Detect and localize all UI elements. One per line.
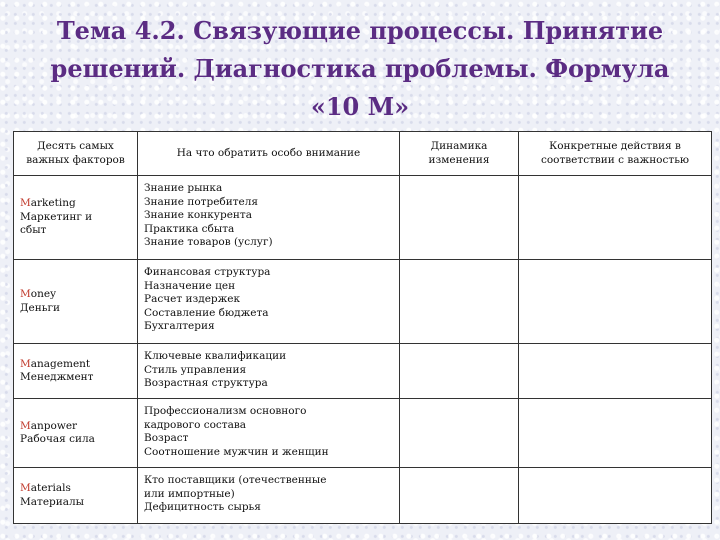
dynamics-cell <box>400 260 519 344</box>
factor-initial: M <box>20 288 31 300</box>
attention-cell: Ключевые квалификации Стиль управления Возрастная структура <box>138 344 400 399</box>
table-header-row <box>14 132 712 176</box>
table-row <box>14 260 712 344</box>
title-line-3: «10 М» <box>310 92 410 121</box>
dynamics-cell <box>400 344 519 399</box>
header-attention: На что обратить особо внимание <box>138 132 400 176</box>
actions-cell <box>519 468 712 524</box>
factor-russian: Рабочая сила <box>20 433 95 445</box>
factor-russian: Деньги <box>20 301 60 314</box>
actions-cell <box>519 399 712 468</box>
attention-cell: Финансовая структура Назначение цен Расчет издержек Составление бюджета Бухгалтерия <box>138 260 400 344</box>
factor-cell <box>14 399 138 468</box>
title-line-1: Тема 4.2. Связующие процессы. Принятие <box>56 16 664 45</box>
header-factors: Десять самых важных факторов <box>14 132 138 176</box>
attention-cell: Знание рынка Знание потребителя Знание конкурента Практика сбыта Знание товаров (услуг) <box>138 176 400 260</box>
factor-cell <box>14 468 138 524</box>
factor-russian: Маркетинг и <box>20 210 93 223</box>
header-actions: Конкретные действия в соответствии с важностью <box>519 132 712 176</box>
table-row <box>14 176 712 260</box>
actions-cell <box>519 260 712 344</box>
factor-russian: Менеджмент <box>20 371 94 383</box>
factor-english: Management <box>20 357 91 370</box>
factors-table <box>13 131 712 524</box>
factor-russian: сбыт <box>20 224 47 237</box>
factor-cell <box>14 344 138 399</box>
table-row <box>14 468 712 524</box>
factor-cell <box>14 260 138 344</box>
attention-cell: Кто поставщики (отечественные или импортные) Дефицитность сырья <box>138 468 400 524</box>
table-row <box>14 344 712 399</box>
dynamics-cell <box>400 176 519 260</box>
factor-russian: Материалы <box>20 495 85 508</box>
attention-cell: Профессионализм основного кадрового состава Возраст Соотношение мужчин и женщин <box>138 399 400 468</box>
factor-english: Materials <box>20 482 71 494</box>
header-dynamics: Динамика изменения <box>400 132 519 176</box>
factor-cell <box>14 176 138 260</box>
table-row <box>14 399 712 468</box>
factor-initial: M <box>20 482 31 494</box>
factor-english: Manpower <box>20 419 78 432</box>
factor-initial: M <box>20 197 31 210</box>
factor-initial: M <box>20 419 31 432</box>
dynamics-cell <box>400 468 519 524</box>
factor-english: Money <box>20 288 56 300</box>
factor-initial: M <box>20 357 31 370</box>
dynamics-cell <box>400 399 519 468</box>
page-title <box>0 12 720 126</box>
factor-english: Marketing <box>20 197 76 210</box>
actions-cell <box>519 344 712 399</box>
actions-cell <box>519 176 712 260</box>
title-line-2: решений. Диагностика проблемы. Формула <box>50 54 670 83</box>
